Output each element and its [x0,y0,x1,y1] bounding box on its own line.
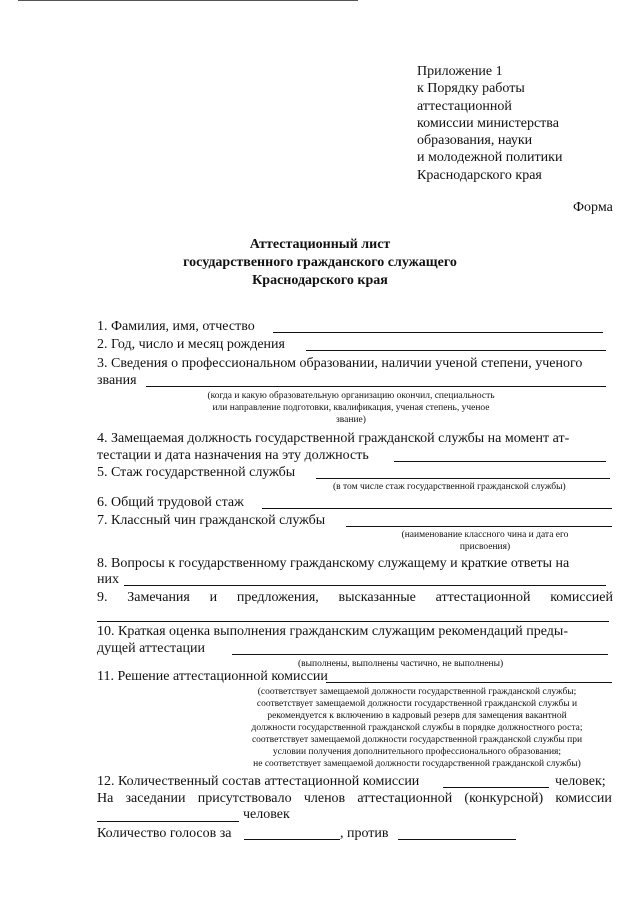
item-6-label: 6. Общий трудовой стаж [97,495,244,510]
item-5-note: (в том числе стаж государственной гражданской службы) [333,482,566,492]
total-experience-field[interactable] [262,508,612,509]
title-line: Краснодарского края [252,273,388,288]
item-3-note [146,390,556,426]
word: высказанные [338,590,416,605]
note-line: присвоения) [459,542,511,552]
title-line: Аттестационный лист [249,237,391,252]
item-12-label: 12. Количественный состав аттестационной комиссии [97,774,420,789]
class-rank-field[interactable] [346,526,612,527]
word: 9. [97,590,108,605]
word: заседании [125,791,186,806]
item-4-label: 4. Замещаемая должность государственной гражданской службы на момент ат- [97,431,570,446]
civil-service-experience-field[interactable] [316,478,610,479]
item-3-label-cont: звания [97,373,137,388]
education-field[interactable] [146,386,606,387]
note-line: соответствует замещаемой должности государственной гражданской службы и [256,699,578,709]
note-line: должности государственной гражданской службы в порядке должностного роста; [251,723,583,733]
votes-against-label: , против [340,826,389,841]
attendance-count-field[interactable] [97,821,239,822]
decision-field[interactable] [326,682,612,683]
votes-for-label: Количество голосов за [97,826,232,841]
note-line: (когда и какую образовательную организацию окончил, специальность [207,391,495,401]
item-12-attendance-unit: человек [243,807,290,822]
item-8-label-cont: них [97,572,119,587]
item-10-note: (выполнены, выполнены частично, не выполнены) [298,659,504,669]
word: Замечания [127,590,190,605]
votes-against-field[interactable] [398,839,516,840]
appendix-line: Краснодарского края [417,167,542,183]
word: комиссии [555,791,612,806]
item-3-label: 3. Сведения о профессиональном образовании, наличии ученой степени, ученого [97,356,583,371]
note-line: условии получения дополнительного профессионального образования; [272,747,562,757]
note-line: не соответствует замещаемой должности государственной гражданской службы) [253,759,581,769]
appendix-line: комиссии министерства [417,115,559,131]
item-7-note [380,529,590,553]
recommendations-field[interactable] [232,654,608,655]
questions-field[interactable] [124,585,606,586]
item-11-label: 11. Решение аттестационной комиссии [97,669,328,684]
item-12-attendance-label [97,790,612,807]
item-9-label [97,589,613,606]
item-2-label: 2. Год, число и месяц рождения [97,337,285,352]
appendix-line: к Порядку работы [417,81,525,97]
note-line: звание) [336,415,366,425]
full-name-field[interactable] [273,332,603,333]
note-line: рекомендуется к включению в кадровый резерв для замещения вакантной [267,711,567,721]
item-10-label-cont: дущей аттестации [97,641,205,656]
form-label: Форма [573,200,613,215]
item-1-label: 1. Фамилия, имя, отчество [97,319,255,334]
word: На [97,791,114,806]
item-4-label-cont: тестации и дата назначения на эту должность [97,448,369,463]
note-line: (соответствует замещаемой должности государственной гражданской службы; [257,687,577,697]
word: предложения, [236,590,319,605]
top-rule [18,0,358,1]
note-line: соответствует замещаемой должности государственной гражданской службы при [251,735,583,745]
word: присутствовало [197,791,292,806]
document-title [0,236,640,290]
position-field[interactable] [394,461,606,462]
remarks-field[interactable] [97,621,609,622]
item-10-label: 10. Краткая оценка выполнения гражданским служащим рекомендаций преды- [97,624,568,639]
appendix-line: Приложение 1 [417,64,503,79]
item-7-label: 7. Классный чин гражданской службы [97,513,326,528]
note-line: или направление подготовки, квалификация, ученая степень, ученое [212,403,490,413]
item-12-unit: человек; [555,774,606,789]
item-8-label: 8. Вопросы к государственному гражданскому служащему и краткие ответы на [97,556,570,571]
birth-date-field[interactable] [306,350,606,351]
commission-size-field[interactable] [443,787,549,788]
word: (конкурсной) [464,791,544,806]
word: членов [303,791,346,806]
word: аттестационной [357,791,453,806]
word: аттестационной [435,590,531,605]
appendix-block [417,63,562,184]
word: и [209,590,218,605]
appendix-line: и молодежной политики [417,150,563,166]
word: комиссией [550,590,613,605]
item-11-note [222,686,612,770]
title-line: государственного гражданского служащего [183,255,457,270]
note-line: (наименование классного чина и дата его [401,530,569,540]
appendix-line: образования, науки [417,133,533,149]
appendix-line: аттестационной [417,98,512,114]
item-5-label: 5. Стаж государственной службы [97,465,296,480]
votes-for-field[interactable] [244,839,340,840]
